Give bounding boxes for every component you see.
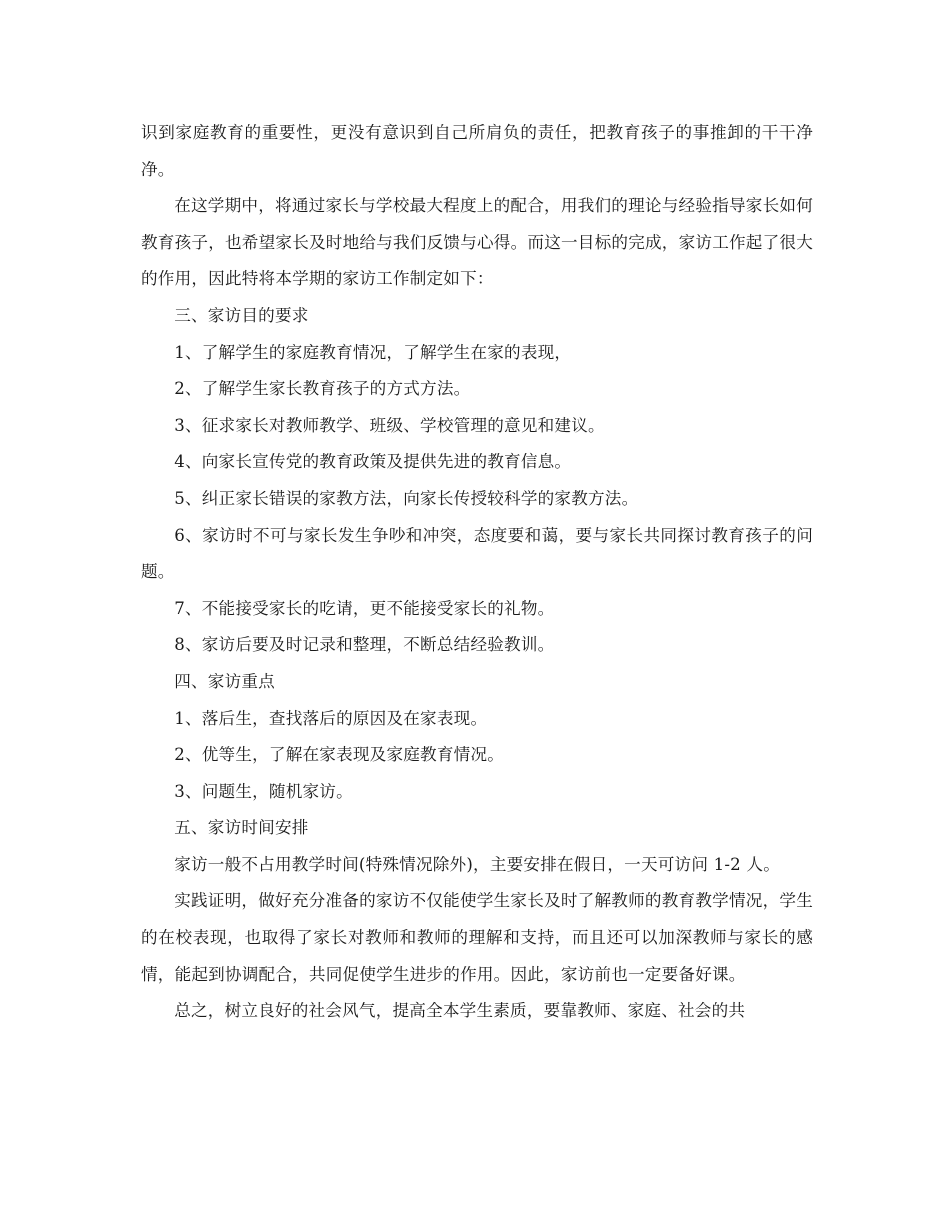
paragraph: 实践证明，做好充分准备的家访不仅能使学生家长及时了解教师的教育教学情况，学生的在校表现，也取得了家长对教师和教师的理解和支持，而且还可以加深教师与家长的感情，能起到协调配合，共同促使学生进步的作用。因此，家访前也一定要备好课。 — [141, 891, 813, 984]
paragraph: 总之，树立良好的社会风气，提高全本学生素质，要靠教师、家庭、社会的共 — [174, 1001, 746, 1021]
document-body — [141, 115, 813, 1030]
list-item: 7、不能接受家长的吃请，更不能接受家长的礼物。 — [174, 598, 555, 618]
section-heading: 四、家访重点 — [174, 671, 275, 691]
list-item: 2、了解学生家长教育孩子的方式方法。 — [174, 379, 471, 399]
list-item: 1、落后生，查找落后的原因及在家表现。 — [174, 708, 488, 728]
paragraph: 识到家庭教育的重要性，更没有意识到自己所肩负的责任，把教育孩子的事推卸的干干净净。 — [141, 123, 813, 179]
section-heading: 五、家访时间安排 — [174, 818, 309, 838]
list-item: 6、家访时不可与家长发生争吵和冲突，态度要和蔼，要与家长共同探讨教育孩子的问题。 — [141, 525, 813, 582]
paragraph: 在这学期中，将通过家长与学校最大程度上的配合，用我们的理论与经验指导家长如何教育孩子，也希望家长及时地给与我们反馈与心得。而这一目标的完成，家访工作起了很大的作用，因此特将本学期的家访工作制定如下： — [141, 196, 813, 289]
list-item: 4、向家长宣传党的教育政策及提供先进的教育信息。 — [174, 452, 572, 472]
list-item: 8、家访后要及时记录和整理，不断总结经验教训。 — [174, 635, 555, 655]
paragraph: 家访一般不占用教学时间(特殊情况除外)，主要安排在假日，一天可访问 1-2 人。 — [174, 854, 780, 874]
list-item: 2、优等生，了解在家表现及家庭教育情况。 — [174, 745, 505, 765]
list-item: 5、纠正家长错误的家教方法，向家长传授较科学的家教方法。 — [174, 488, 639, 508]
list-item: 1、了解学生的家庭教育情况，了解学生在家的表现， — [174, 342, 572, 362]
section-heading: 三、家访目的要求 — [174, 305, 309, 325]
list-item: 3、问题生，随机家访。 — [174, 781, 353, 801]
list-item: 3、征求家长对教师教学、班级、学校管理的意见和建议。 — [174, 415, 605, 435]
